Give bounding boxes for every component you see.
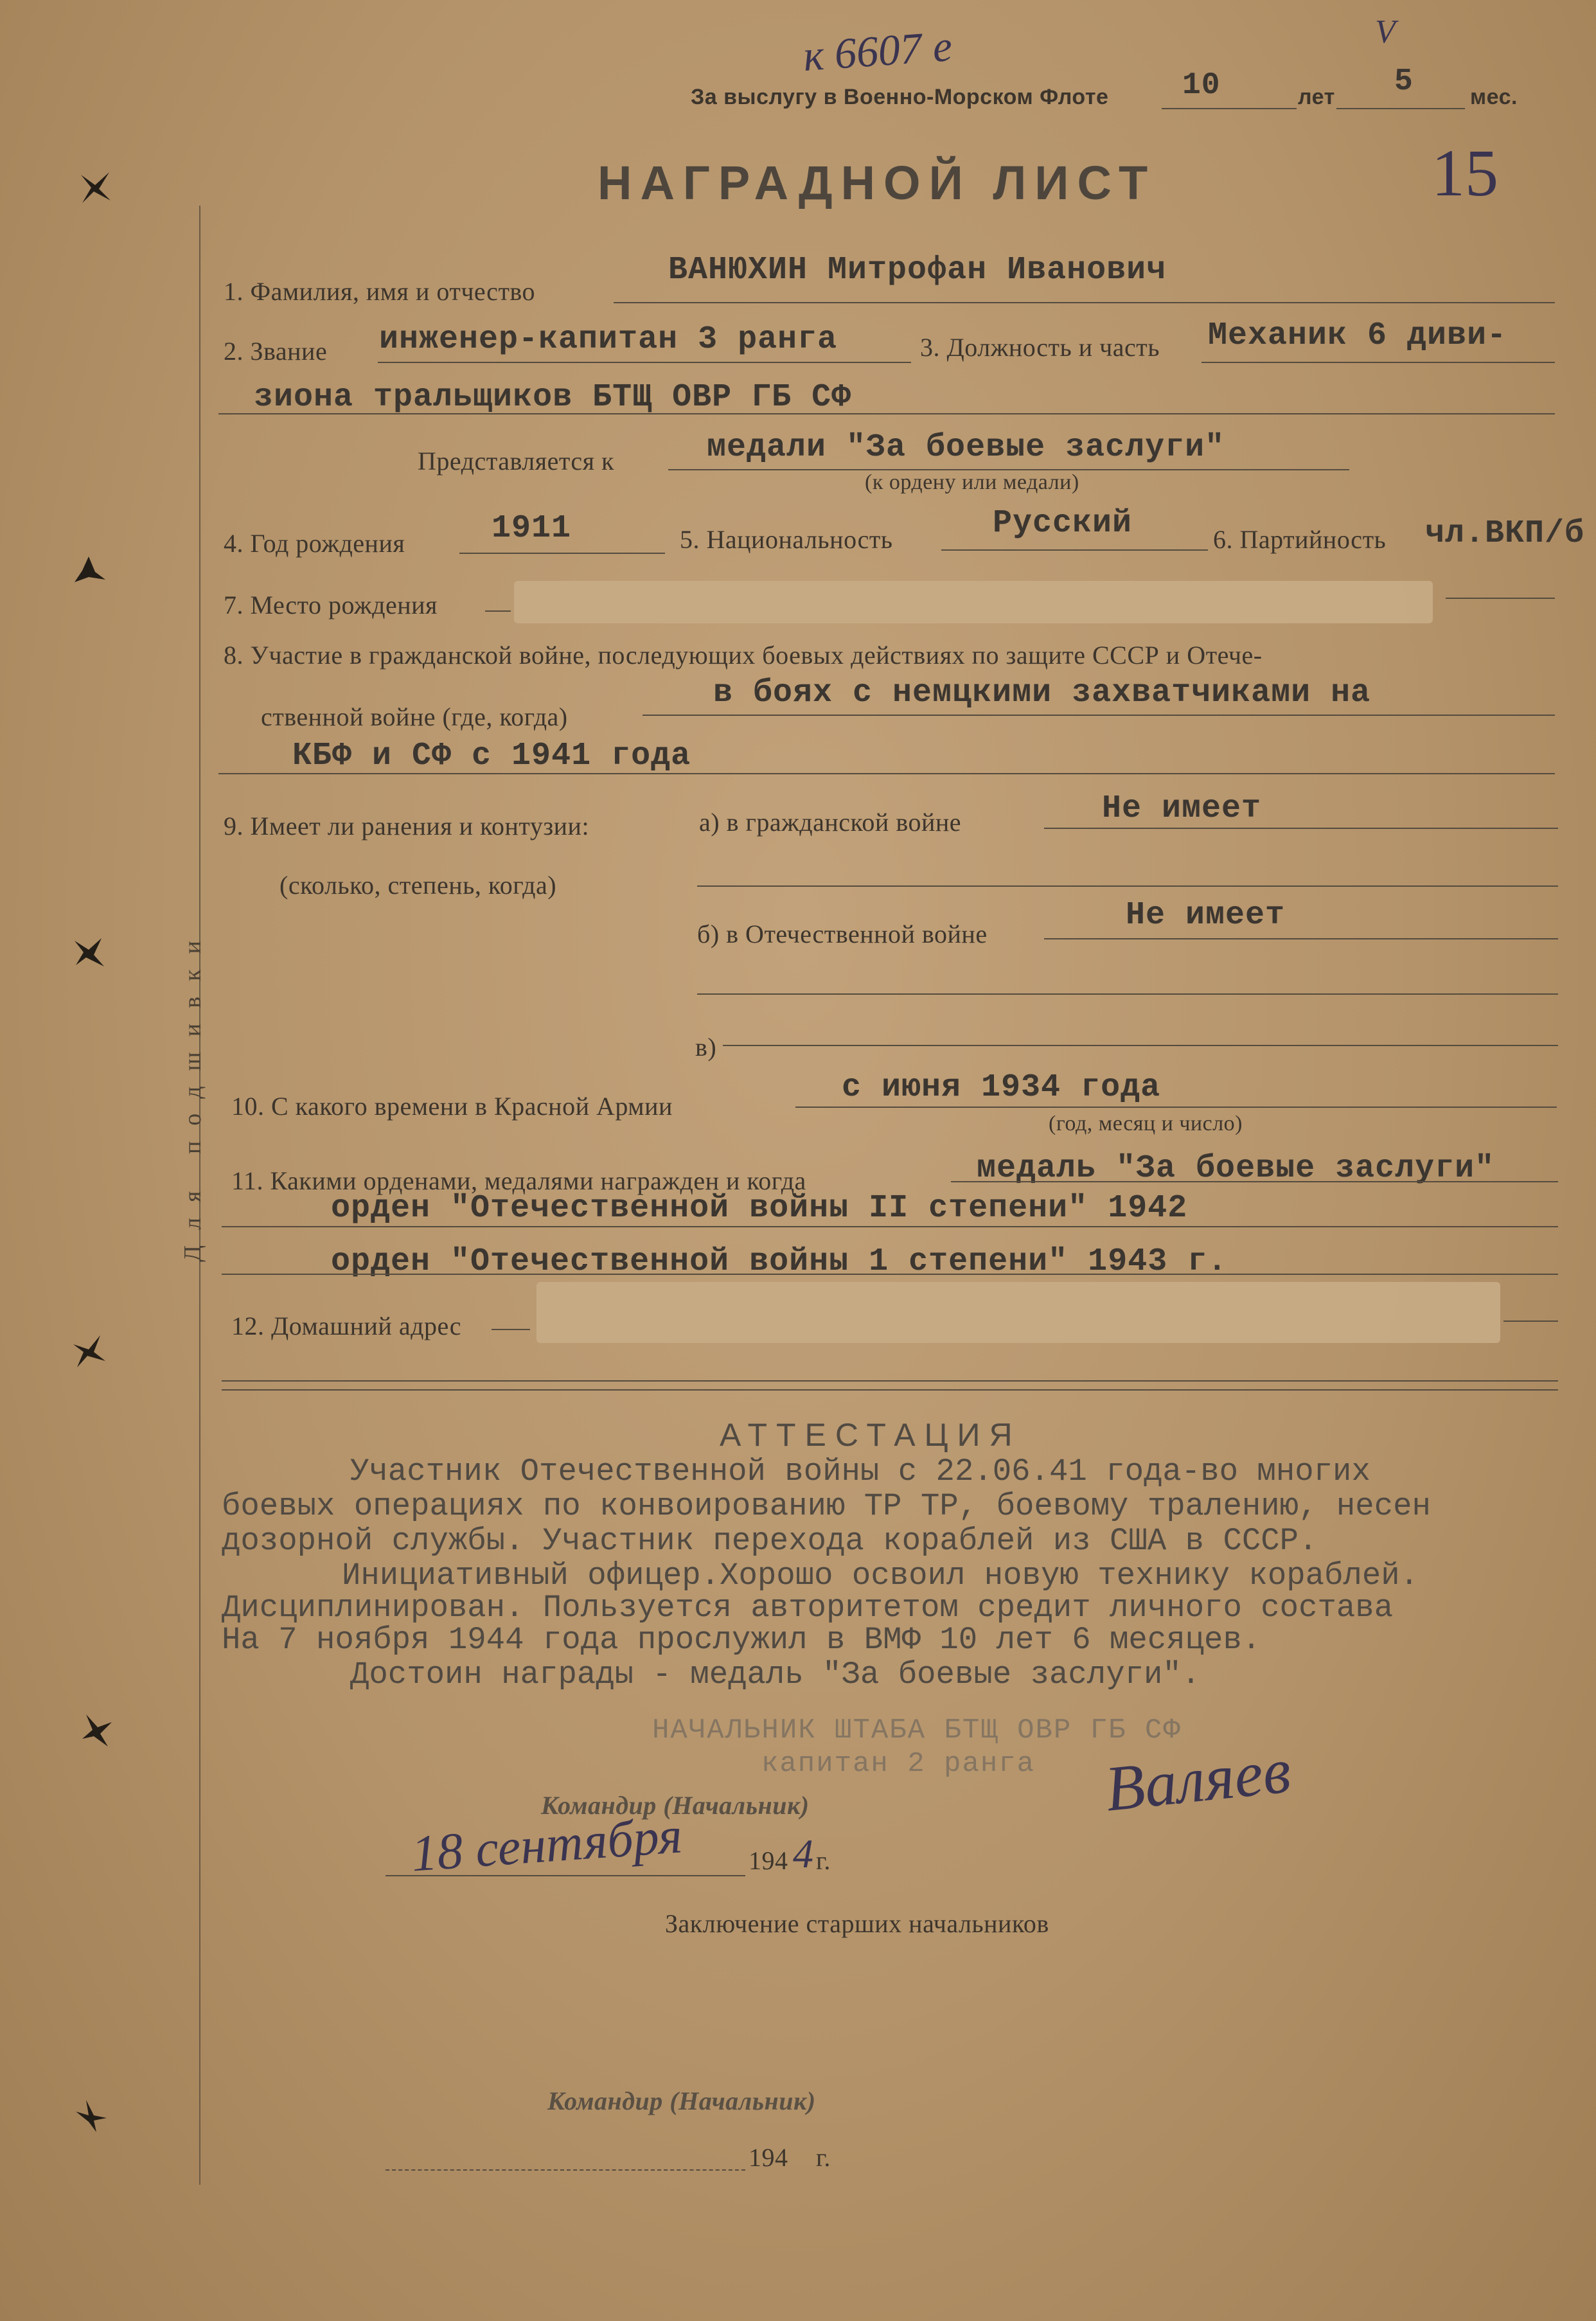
war-participation-value-cont: КБФ и СФ с 1941 года	[292, 738, 691, 774]
nationality-label: 5. Национальность	[680, 525, 893, 554]
binding-margin-label: Для подшивки	[179, 925, 206, 1262]
birthplace-line	[485, 610, 511, 612]
punch-hole-icon	[69, 1331, 108, 1370]
party-label: 6. Партийность	[1213, 525, 1387, 554]
award-hint: (к ордену или медали)	[865, 470, 1079, 494]
sheet-number: 15	[1432, 136, 1498, 210]
address-label: 12. Домашний адрес	[231, 1312, 461, 1340]
award-value: медали "За боевые заслуги"	[707, 429, 1225, 466]
wounds-civil-line	[1044, 828, 1558, 829]
party-value: чл.ВКП/б	[1425, 515, 1585, 552]
rank-line	[378, 362, 911, 363]
wounds-label: 9. Имеет ли ранения и контузии:	[224, 812, 590, 840]
army-since-line	[795, 1107, 1557, 1108]
punch-hole-icon	[76, 1711, 114, 1749]
awards-value-2: орден "Отечественной войны II степени" 1942	[331, 1190, 1188, 1227]
attestation-line: Участник Отечественной войны с 22.06.41 года-во многих	[350, 1454, 1370, 1490]
wounds-civil-line-2	[697, 885, 1558, 887]
birth-year-label: 4. Год рождения	[224, 529, 405, 558]
awards-line-3	[222, 1274, 1558, 1275]
redaction-birthplace	[514, 581, 1433, 623]
wounds-patriotic-line-2	[697, 993, 1558, 995]
rank-stamp: капитан 2 ранга	[761, 1748, 1036, 1780]
birth-year-value: 1911	[492, 510, 572, 547]
awards-value: медаль "За боевые заслуги"	[977, 1150, 1495, 1187]
war-participation-line	[643, 715, 1555, 716]
address-line-end	[1503, 1321, 1558, 1322]
position-line	[1201, 362, 1555, 363]
position-value: Механик 6 диви-	[1208, 317, 1507, 354]
attestation-line: Инициативный офицер.Хорошо освоил новую технику кораблей.	[342, 1558, 1419, 1594]
wounds-other-line	[723, 1045, 1558, 1046]
award-label: Представляется к	[418, 447, 614, 476]
position-label: 3. Должность и часть	[920, 333, 1160, 362]
nationality-line	[941, 549, 1208, 551]
birthplace-line-end	[1446, 598, 1555, 599]
punch-hole-icon	[76, 168, 114, 207]
attestation-line: Дисциплинирован. Пользуется авторитетом средит личного состава	[222, 1590, 1394, 1626]
senior-year-suffix: г.	[816, 2143, 831, 2172]
service-years-line	[1162, 108, 1297, 109]
awards-value-3: орден "Отечественной войны 1 степени" 1943 г.	[331, 1243, 1228, 1280]
war-participation-cont-line	[218, 773, 1555, 774]
year-handwritten: 4	[793, 1831, 813, 1876]
service-months-line	[1336, 108, 1465, 109]
army-since-label: 10. С какого времени в Красной Армии	[231, 1092, 673, 1121]
redaction-address	[536, 1282, 1500, 1343]
birth-year-line	[459, 553, 665, 554]
service-years: 10	[1182, 68, 1221, 103]
wounds-patriotic-line	[1044, 938, 1558, 939]
months-label: мес.	[1470, 85, 1518, 109]
commander-label: Командир (Начальник)	[541, 1791, 810, 1820]
wounds-civil-label: а) в гражданской войне	[699, 808, 962, 837]
war-participation-value: в боях с немцкими захватчиками на	[713, 675, 1371, 711]
army-since-hint: (год, месяц и число)	[1049, 1112, 1243, 1135]
chief-of-staff-stamp: НАЧАЛЬНИК ШТАБА БТЩ ОВР ГБ СФ	[652, 1714, 1182, 1747]
position-cont-line	[218, 413, 1555, 414]
senior-commander-label: Командир (Начальник)	[547, 2086, 816, 2115]
attestation-line: дозорной службы. Участник перехода кораблей из США в СССР.	[222, 1523, 1318, 1559]
document-title: НАГРАДНОЙ ЛИСТ	[598, 156, 1157, 209]
rank-value: инженер-капитан 3 ранга	[379, 321, 838, 358]
punch-hole-icon	[69, 933, 108, 972]
archive-mark: к 6607 е	[801, 21, 954, 81]
service-months: 5	[1394, 64, 1414, 99]
wounds-civil-value: Не имеет	[1102, 790, 1262, 827]
surname-label: 1. Фамилия, имя и отчество	[224, 277, 536, 306]
rank-label: 2. Звание	[224, 337, 328, 366]
punch-hole-icon	[69, 554, 108, 592]
awards-label: 11. Какими орденами, медалями награжден и когда	[231, 1166, 806, 1195]
awards-line	[951, 1181, 1558, 1182]
signature: Валяев	[1101, 1734, 1294, 1825]
attestation-line: боевых операциях по конвоированию ТР ТР, боевому тралению, несен	[222, 1488, 1431, 1524]
senior-date-line	[386, 2169, 745, 2171]
attestation-line: Достоин награды - медаль "За боевые заслуги".	[350, 1657, 1201, 1693]
wounds-patriotic-value: Не имеет	[1126, 897, 1286, 934]
army-since-value: с июня 1934 года	[842, 1069, 1161, 1106]
wounds-patriotic-label: б) в Отечественной войне	[697, 920, 988, 948]
service-label: За выслугу в Военно-Морском Флоте	[691, 85, 1109, 109]
punch-hole-icon	[71, 2096, 109, 2135]
year-label: 194	[749, 1846, 788, 1875]
attestation-heading: АТТЕСТАЦИЯ	[720, 1417, 1022, 1453]
wounds-hint: (сколько, степень, когда)	[279, 871, 557, 900]
year-suffix: г.	[816, 1846, 831, 1875]
attestation-line: На 7 ноября 1944 года прослужил в ВМФ 10 лет 6 месяцев.	[222, 1622, 1261, 1658]
corner-mark: V	[1375, 13, 1396, 50]
position-value-cont: зиона тральщиков БТЩ ОВР ГБ СФ	[254, 379, 852, 416]
birthplace-label: 7. Место рождения	[224, 591, 438, 619]
war-participation-label: 8. Участие в гражданской войне, последующих боевых действиях по защите СССР и Отече-	[224, 641, 1263, 670]
senior-conclusion-heading: Заключение старших начальников	[665, 1909, 1049, 1938]
awards-line-2	[222, 1226, 1558, 1227]
war-participation-label-cont: ственной войне (где, когда)	[261, 702, 568, 731]
nationality-value: Русский	[993, 505, 1133, 542]
section-divider	[222, 1389, 1558, 1391]
senior-year-label: 194	[749, 2143, 788, 2172]
years-label: лет	[1298, 85, 1335, 109]
surname-value: ВАНЮХИН Митрофан Иванович	[668, 252, 1167, 289]
address-line-2	[222, 1380, 1558, 1382]
surname-line	[614, 302, 1555, 303]
wounds-other-label: в)	[695, 1033, 717, 1062]
date-handwritten: 18 сентября	[409, 1807, 684, 1883]
address-line	[492, 1329, 530, 1330]
